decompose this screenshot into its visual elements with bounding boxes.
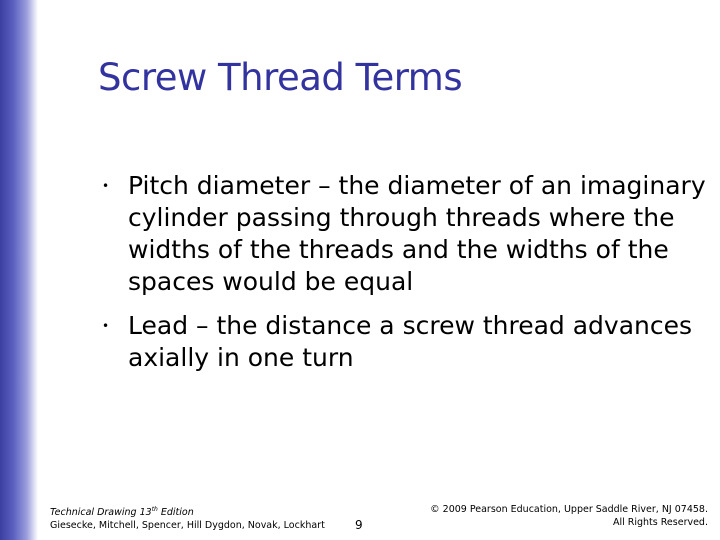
- page-number: 9: [355, 518, 363, 532]
- bullet-text: Pitch diameter – the diameter of an imaginary cylinder passing through threads where the widths of the threads and the widths of the spaces would be equal: [128, 171, 706, 296]
- copyright-line-2: All Rights Reserved.: [612, 517, 708, 528]
- bullet-list: [100, 170, 710, 386]
- footer-book-title: Technical Drawing 13th Edition: [50, 506, 194, 519]
- footer-copyright: [430, 503, 708, 529]
- footer-book-info: [50, 503, 325, 532]
- bullet-icon: •: [102, 179, 110, 193]
- bullet-item-lead: [100, 310, 710, 374]
- bullet-item-pitch-diameter: [100, 170, 710, 298]
- copyright-line-1: © 2009 Pearson Education, Upper Saddle River, NJ 07458.: [430, 504, 708, 515]
- slide-title: Screw Thread Terms: [98, 56, 463, 99]
- footer-authors: Giesecke, Mitchell, Spencer, Hill Dygdon, Novak, Lockhart: [50, 520, 325, 532]
- bullet-text: Lead – the distance a screw thread advances axially in one turn: [128, 311, 693, 372]
- bullet-icon: •: [102, 319, 110, 333]
- decorative-side-bar: [0, 0, 38, 540]
